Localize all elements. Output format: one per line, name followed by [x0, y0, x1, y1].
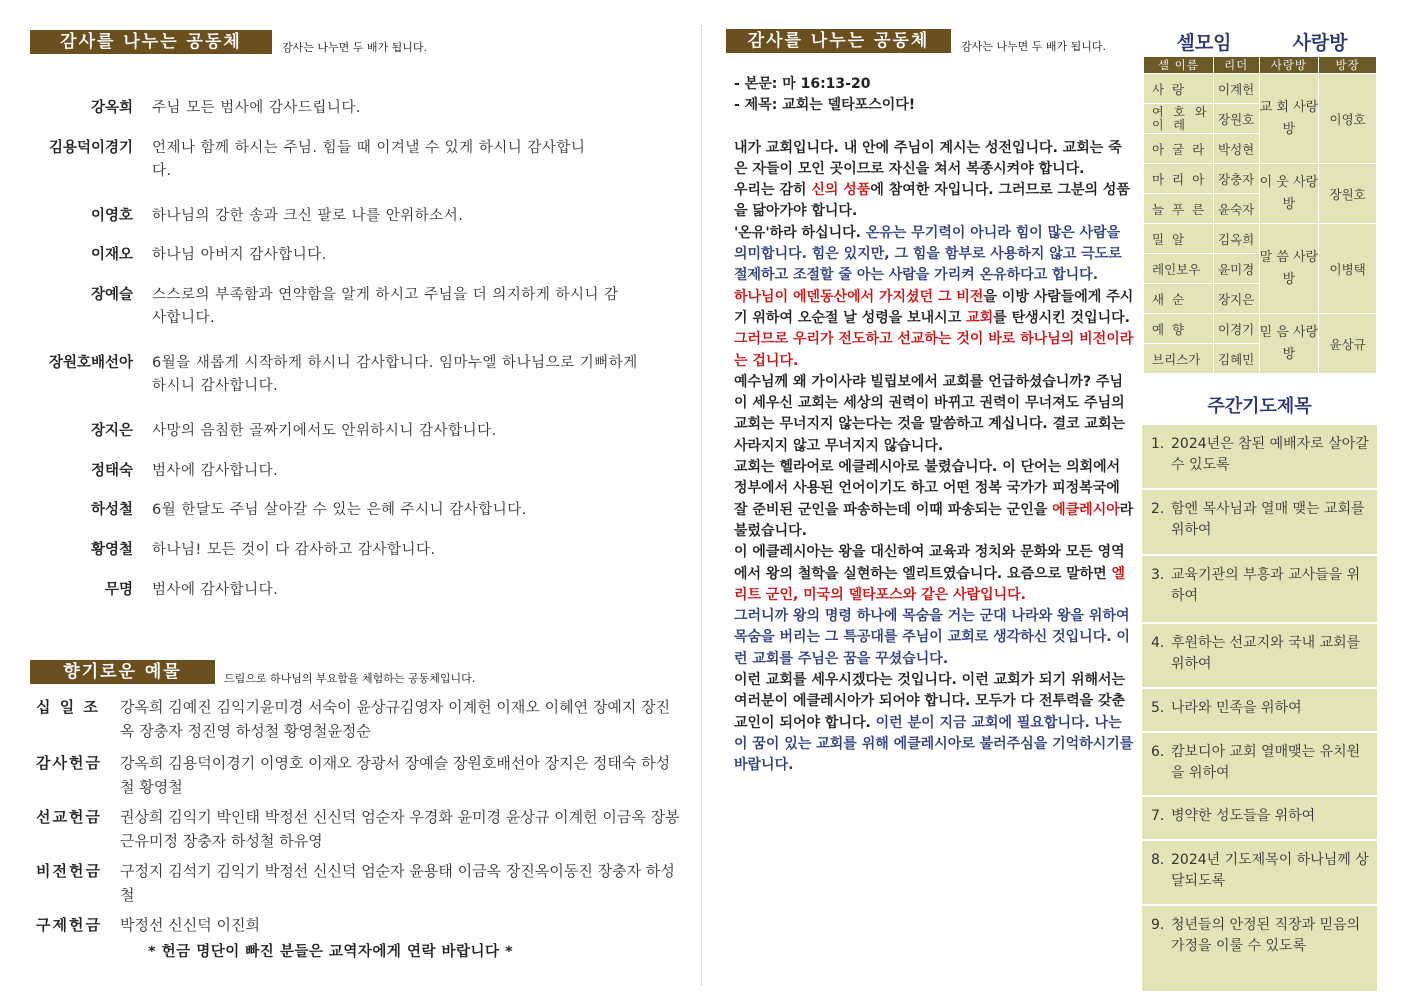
thanks-text: 언제나 함께 하시는 주님. 힘들 때 이겨낼 수 있게 하시니 감사합니다.	[152, 140, 586, 179]
prayer-number: 3.	[1151, 567, 1165, 583]
cell-name: 브리스가	[1144, 344, 1214, 374]
cell-name: 마 리 아	[1144, 164, 1214, 194]
sermon-paragraph: 교회는 헬라어로 에클레시아로 불렸습니다. 이 단어는 의회에서 정부에서 사용된 언어이기도 하고 어떤 정복 국가가 피정복국에 잘 준비된 군인을 파송하는데 이때 파송되는 군인을 에클레시아라 불렀습니다.	[734, 459, 1134, 539]
table-row	[1144, 224, 1377, 254]
prayer-item	[1142, 488, 1377, 554]
cell-group-title: 셀모임	[1176, 32, 1232, 54]
prayer-text: 2024년 기도제목이 하나님께 상달되도록	[1171, 852, 1369, 889]
prayer-number: 9.	[1151, 917, 1165, 933]
offering-names: 권상희 김익기 박인태 박정선 신신덕 엄순자 우경화 윤미경 윤상규 이계헌 이금옥 장봉근유미정 장충자 하성철 하유영	[120, 808, 680, 850]
offering-category: 십 일 조	[36, 698, 100, 716]
room-name: 믿 음 사랑방	[1259, 314, 1319, 374]
prayer-title: 주간기도제목	[1207, 396, 1312, 417]
thanks-text: 스스로의 부족함과 연약함을 알게 하시고 주님을 더 의지하게 하시니 감사합니다.	[152, 287, 619, 326]
prayer-text: 교육기관의 부흥과 교사들을 위하여	[1171, 567, 1361, 604]
header-room: 사랑방	[1259, 57, 1319, 74]
prayer-text: 나라와 민족을 위하여	[1171, 700, 1302, 716]
offering-category: 비전헌금	[36, 862, 102, 880]
room-name: 교 회 사랑방	[1259, 74, 1319, 164]
header-leader: 리더	[1213, 57, 1259, 74]
offering-names: 박정선 신신덕 이진희	[120, 916, 260, 934]
prayer-text: 후원하는 선교지와 국내 교회를 위하여	[1171, 635, 1361, 672]
room-head: 이병택	[1319, 224, 1377, 314]
cell-leader: 장지은	[1213, 284, 1259, 314]
offering-category: 구제헌금	[36, 916, 102, 934]
cell-leader: 이계헌	[1213, 74, 1259, 104]
header-cell-name: 셀 이름	[1144, 57, 1214, 74]
thanks-text: 주님 모든 범사에 감사드립니다.	[152, 100, 362, 116]
prayer-item	[1142, 425, 1377, 487]
thanks-name: 장지은	[90, 423, 133, 439]
cell-name: 레인보우	[1144, 254, 1214, 284]
thanks-tagline: 감사는 나누면 두 배가 됩니다.	[282, 41, 427, 54]
sermon-tagline: 감사는 나누면 두 배가 됩니다.	[961, 40, 1106, 53]
room-name: 말 씀 사랑방	[1259, 224, 1319, 314]
thanks-text: 6월을 새롭게 시작하게 하시니 감사합니다. 임마누엘 하나님으로 기뻐하게 하시니 감사합니다.	[152, 355, 638, 394]
cell-name: 예 향	[1144, 314, 1214, 344]
cell-name: 밀 알	[1144, 224, 1214, 254]
offering-names: 구정지 김석기 김익기 박정선 신신덕 엄순자 윤용태 이금옥 장진옥이동진 장충자 하성철	[120, 862, 675, 904]
prayer-item	[1142, 839, 1377, 904]
sermon-paragraph: 이 에클레시아는 왕을 대신하여 교육과 정치와 문화와 모든 영역에서 왕의 철학을 실현하는 엘리트였습니다. 요즘으로 말하면 엘리트 군인, 미국의 델타포스와 같은 사람입니다.	[734, 544, 1126, 603]
thanks-name: 하성철	[90, 502, 133, 518]
offering-notice: * 헌금 명단이 빠진 분들은 교역자에게 연락 바랍니다 *	[148, 944, 514, 960]
thanks-name: 장원호배선아	[48, 355, 133, 371]
sermon-paragraph: 그러므로 우리가 전도하고 선교하는 것이 바로 하나님의 비전이라는 겁니다.	[734, 331, 1134, 369]
thanks-text: 범사에 감사합니다.	[152, 463, 279, 479]
room-name: 이 웃 사랑방	[1259, 164, 1319, 224]
cell-name: 새 순	[1144, 284, 1214, 314]
cell-group-table	[1143, 56, 1377, 374]
prayer-text: 병약한 성도들을 위하여	[1171, 808, 1316, 824]
sarangbang-title: 사랑방	[1292, 32, 1348, 54]
prayer-item	[1142, 795, 1377, 839]
prayer-number: 7.	[1151, 808, 1165, 824]
offering-category: 선교헌금	[36, 808, 102, 826]
thanks-text: 6월 한달도 주님 살아갈 수 있는 은혜 주시니 감사합니다.	[152, 502, 527, 518]
prayer-item	[1142, 904, 1377, 992]
thanks-text: 사망의 음침한 골짜기에서도 안위하시니 감사합니다.	[152, 423, 497, 439]
prayer-number: 6.	[1151, 744, 1165, 760]
cell-name: 사 랑	[1144, 74, 1214, 104]
sermon-paragraph: 내가 교회입니다. 내 안에 주님이 계시는 성전입니다. 교회는 죽은 자들이 모인 곳이므로 자신을 쳐서 복종시켜야 합니다.	[734, 139, 1122, 177]
prayer-item	[1142, 554, 1377, 622]
sermon-banner: 감사를 나누는 공동체	[726, 29, 951, 53]
table-header-row	[1144, 57, 1377, 74]
sermon-paragraph: 그러니까 왕의 명령 하나에 목숨을 거는 군대 나라와 왕을 위하여 목숨을 버리는 그 특공대를 주님이 교회로 생각하신 것입니다. 이런 교회를 주님은 꿈을 꾸셨습니다.	[734, 608, 1130, 667]
cell-leader: 장충자	[1213, 164, 1259, 194]
prayer-text: 청년들의 안정된 직장과 믿음의 가정을 이룰 수 있도록	[1171, 917, 1361, 954]
cell-leader: 장원호	[1213, 104, 1259, 134]
prayer-item	[1142, 731, 1377, 795]
thanks-name: 황영철	[90, 542, 133, 558]
cell-leader: 윤미경	[1213, 254, 1259, 284]
offering-category: 감사헌금	[36, 754, 102, 772]
sermon-paragraph: '온유'하라 하십니다. 온유는 무기력이 아니라 힘이 많은 사람을 의미합니다. 힘은 있지만, 그 힘을 함부로 사용하지 않고 극도로 절제하고 조절할 줄 아는 사람을 가리켜 온유하다고 합니다.	[734, 224, 1122, 284]
cell-name: 여 호 와 이 레	[1144, 104, 1214, 134]
sermon-paragraph: 우리는 감히 신의 성품에 참여한 자입니다. 그러므로 그분의 성품을 닮아가야 합니다.	[734, 182, 1130, 220]
table-row	[1144, 164, 1377, 194]
sermon-paragraph: 예수님께 왜 가이사랴 빌립보에서 교회를 언급하셨습니까? 주님이 세우신 교회는 세상의 권력이 바뀌고 권력이 무너져도 주님의 교회는 무너지지 않는다는 것을 말씀하고 계십니다. 결코 교회는 사라지지 않고 무너지지 않습니다.	[734, 373, 1126, 454]
thanks-name: 강옥희	[90, 100, 133, 116]
cell-leader: 박성현	[1213, 134, 1259, 164]
table-row	[1144, 314, 1377, 344]
thanks-name: 정태숙	[90, 463, 133, 479]
offering-names: 강옥희 김예진 김익기윤미경 서숙이 윤상규김영자 이계헌 이재오 이혜연 장예지 장진옥 장충자 정진영 하성철 황영철윤정순	[120, 698, 671, 740]
thanks-text: 하나님의 강한 송과 크신 팔로 나를 안위하소서.	[152, 208, 464, 224]
cell-name: 아 굴 라	[1144, 134, 1214, 164]
thanks-text: 하나님 아버지 감사합니다.	[152, 247, 327, 263]
prayer-item	[1142, 687, 1377, 731]
thanks-name: 이영호	[90, 208, 133, 224]
prayer-item	[1142, 622, 1377, 687]
page-divider	[701, 25, 702, 985]
thanks-text: 범사에 감사합니다.	[152, 582, 279, 598]
prayer-text: 캄보디아 교회 열매맺는 유치원을 위하여	[1171, 744, 1361, 781]
room-head: 윤상규	[1319, 314, 1377, 374]
prayer-number: 1.	[1151, 436, 1165, 452]
sermon-body	[734, 74, 1134, 777]
cell-leader: 이경기	[1213, 314, 1259, 344]
prayer-text: 함엔 목사님과 열매 맺는 교회를 위하여	[1171, 501, 1365, 538]
cell-leader: 김혜민	[1213, 344, 1259, 374]
prayer-number: 8.	[1151, 852, 1165, 868]
offering-banner: 향기로운 예물	[30, 660, 215, 684]
prayer-number: 5.	[1151, 700, 1165, 716]
thanks-name: 이재오	[90, 247, 133, 263]
thanks-name: 김용덕이경기	[48, 140, 133, 156]
sermon-title: - 제목: 교회는 델타포스이다!	[734, 97, 916, 114]
thanks-name: 장예슬	[90, 287, 133, 303]
prayer-text: 2024년은 참된 예배자로 살아갈 수 있도록	[1171, 436, 1369, 473]
cell-leader: 윤숙자	[1213, 194, 1259, 224]
sermon-paragraph: 하나님이 에덴동산에서 가지셨던 그 비전을 이방 사람들에게 주시기 위하여 오순절 날 성령을 보내시고 교회를 탄생시킨 것입니다.	[734, 288, 1134, 326]
offering-tagline: 드림으로 하나님의 부요함을 체험하는 공동체입니다.	[224, 672, 476, 685]
offering-names: 강옥희 김용덕이경기 이영호 이재오 장광서 장예슬 장원호배선아 장지은 정태숙 하성철 황영철	[120, 754, 671, 796]
prayer-number: 4.	[1151, 635, 1165, 651]
thanks-name: 무명	[104, 582, 133, 598]
sermon-paragraph: 이런 교회를 세우시겠다는 것입니다. 이런 교회가 되기 위해서는 여러분이 에클레시아가 되어야 합니다. 모두가 다 전투력을 갖춘 교인이 되어야 합니다. 이런 분이 지금 교회에 필요합니다. 나는 이 꿈이 있는 교회를 위해 에클레시아로 불러주심을 기억하시기를 바랍니다.	[734, 672, 1134, 774]
room-head: 장원호	[1319, 164, 1377, 224]
prayer-number: 2.	[1151, 501, 1165, 517]
thanks-banner: 감사를 나누는 공동체	[30, 30, 272, 54]
cell-name: 늘 푸 른	[1144, 194, 1214, 224]
thanks-text: 하나님! 모든 것이 다 감사하고 감사합니다.	[152, 542, 436, 558]
sermon-scripture: - 본문: 마 16:13-20	[734, 76, 871, 92]
header-room-head: 방장	[1319, 57, 1377, 74]
room-head: 이영호	[1319, 74, 1377, 164]
table-row	[1144, 74, 1377, 104]
cell-leader: 김옥희	[1213, 224, 1259, 254]
